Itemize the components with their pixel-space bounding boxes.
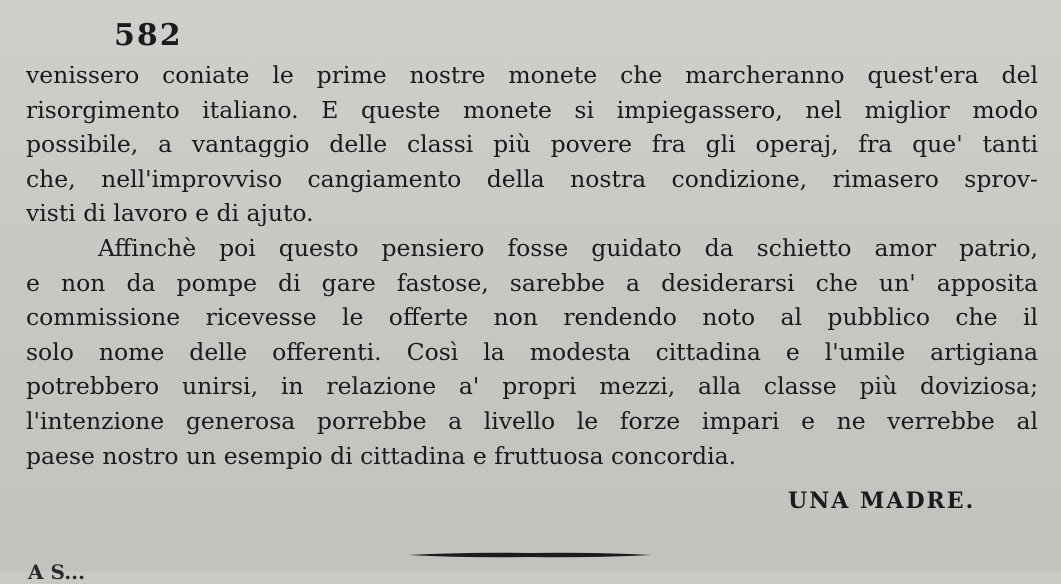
text-line: commissione ricevesse le offerte non rendendo noto al pubblico che il	[26, 303, 1038, 332]
text-line: potrebbero unirsi, in relazione a' propri mezzi, alla classe più doviziosa;	[26, 372, 1038, 401]
paragraph-2	[26, 231, 1038, 473]
text-line: venissero coniate le prime nostre monete che marcheranno quest'era del	[26, 61, 1038, 89]
text-line: risorgimento italiano. E queste monete si impiegassero, nel miglior modo	[26, 95, 1038, 124]
cut-off-next-line: A S...	[28, 560, 86, 584]
text-line: possibile, a vantaggio delle classi più povere fra gli operaj, fra que' tanti	[26, 130, 1038, 159]
body-text	[26, 58, 1038, 473]
text-line: che, nell'improvviso cangiamento della nostra condizione, rimasero sprov-	[26, 164, 1038, 193]
text-line: e non da pompe di gare fastose, sarebbe a desiderarsi che un' apposita	[26, 268, 1038, 297]
signature: UNA MADRE.	[788, 488, 976, 514]
page-number: 582	[114, 18, 183, 53]
text-line: visti di lavoro e di ajuto.	[26, 199, 314, 228]
text-line: l'intenzione generosa porrebbe a livello le forze impari e ne verrebbe al	[26, 406, 1038, 435]
text-line: paese nostro un esempio di cittadina e fruttuosa concordia.	[26, 441, 737, 470]
paragraph-1	[26, 58, 1038, 231]
text-line: solo nome delle offerenti. Così la modesta cittadina e l'umile artigiana	[26, 337, 1038, 366]
ornamental-rule	[408, 549, 652, 561]
text-line: Affinchè poi questo pensiero fosse guidato da schietto amor patrio,	[98, 233, 1038, 262]
